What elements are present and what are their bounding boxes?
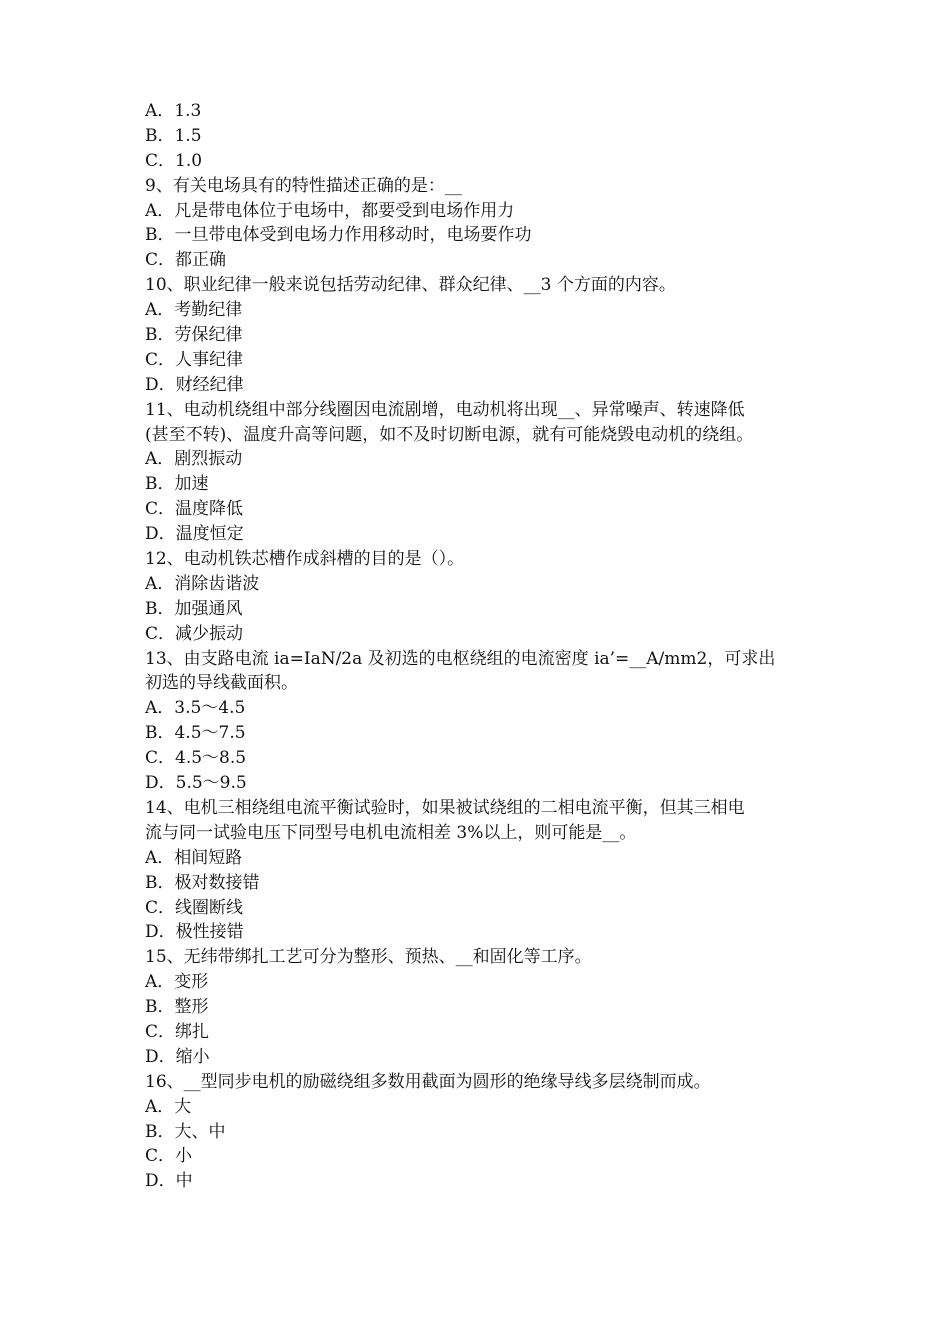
option-line: B．劳保纪律	[145, 325, 243, 346]
question-text	[145, 273, 825, 298]
answer-option	[145, 124, 825, 149]
answer-option	[145, 248, 825, 273]
answer-option	[145, 348, 825, 373]
option-line: B．加强通风	[145, 598, 243, 619]
option-line: A．凡是带电体位于电场中，都要受到电场作用力	[145, 200, 515, 221]
answer-option	[145, 746, 825, 771]
answer-option	[145, 597, 825, 622]
option-line: D．温度恒定	[145, 524, 244, 545]
option-line: C．温度降低	[145, 499, 244, 520]
question-text	[145, 1070, 825, 1095]
answer-option	[145, 622, 825, 647]
answer-option	[145, 199, 825, 224]
option-line: C．都正确	[145, 250, 227, 271]
option-line: B．4.5～7.5	[145, 723, 246, 744]
question-line: 13、由支路电流 ia=IaN/2a 及初选的电枢绕组的电流密度 ia’=__A/mm2，可求出	[145, 648, 776, 669]
question-text	[145, 647, 825, 697]
answer-option	[145, 995, 825, 1020]
option-line: D．极性接错	[145, 922, 244, 943]
question-line: 11、电动机绕组中部分线圈因电流剧增，电动机将出现__、异常噪声、转速降低	[145, 399, 745, 420]
option-line: C．减少振动	[145, 623, 244, 644]
option-line: C．4.5～8.5	[145, 748, 247, 769]
option-line: B．大、中	[145, 1121, 226, 1142]
answer-option	[145, 99, 825, 124]
answer-option	[145, 572, 825, 597]
answer-option	[145, 1144, 825, 1169]
answer-option	[145, 1169, 825, 1194]
answer-option	[145, 1095, 825, 1120]
answer-option	[145, 323, 825, 348]
option-line: C．绑扎	[145, 1021, 210, 1042]
document-page	[145, 99, 825, 1194]
option-line: C．1.0	[145, 150, 203, 171]
question-line: 9、有关电场具有的特性描述正确的是：__	[145, 175, 462, 196]
option-line: A．剧烈振动	[145, 449, 243, 470]
answer-option	[145, 696, 825, 721]
option-line: A．考勤纪律	[145, 300, 243, 321]
option-line: B．1.5	[145, 125, 202, 146]
answer-option	[145, 1045, 825, 1070]
answer-option	[145, 1120, 825, 1145]
option-line: C．小	[145, 1146, 193, 1167]
option-line: A．变形	[145, 972, 209, 993]
answer-option	[145, 497, 825, 522]
question-text	[145, 547, 825, 572]
answer-option	[145, 1020, 825, 1045]
option-line: B．加速	[145, 474, 209, 495]
option-line: A．大	[145, 1096, 192, 1117]
answer-option	[145, 871, 825, 896]
answer-option	[145, 920, 825, 945]
option-line: C．线圈断线	[145, 897, 244, 918]
option-line: A．相间短路	[145, 847, 243, 868]
answer-option	[145, 896, 825, 921]
option-line: B．整形	[145, 997, 209, 1018]
question-text	[145, 796, 825, 846]
answer-option	[145, 447, 825, 472]
answer-option	[145, 223, 825, 248]
option-line: D．中	[145, 1171, 193, 1192]
question-line: 14、电机三相绕组电流平衡试验时，如果被试绕组的二相电流平衡，但其三相电	[145, 797, 745, 818]
option-line: D．5.5～9.5	[145, 773, 247, 794]
answer-option	[145, 298, 825, 323]
option-line: C．人事纪律	[145, 349, 244, 370]
answer-option	[145, 373, 825, 398]
option-line: A．1.3	[145, 101, 202, 121]
question-line: (甚至不转)、温度升高等问题，如不及时切断电源，就有可能烧毁电动机的绕组。	[145, 424, 754, 445]
question-text	[145, 945, 825, 970]
answer-option	[145, 846, 825, 871]
option-line: B．极对数接错	[145, 872, 260, 893]
answer-option	[145, 721, 825, 746]
answer-option	[145, 472, 825, 497]
question-text	[145, 174, 825, 199]
option-line: A．3.5～4.5	[145, 698, 246, 719]
question-line: 12、电动机铁芯槽作成斜槽的目的是（）。	[145, 549, 465, 570]
option-line: D．财经纪律	[145, 374, 244, 395]
question-line: 16、__型同步电机的励磁绕组多数用截面为圆形的绝缘导线多层绕制而成。	[145, 1071, 711, 1092]
answer-option	[145, 970, 825, 995]
answer-option	[145, 149, 825, 174]
question-text	[145, 398, 825, 448]
option-line: D．缩小	[145, 1046, 210, 1067]
answer-option	[145, 771, 825, 796]
answer-option	[145, 522, 825, 547]
option-line: A．消除齿谐波	[145, 573, 260, 594]
question-line: 15、无纬带绑扎工艺可分为整形、预热、__和固化等工序。	[145, 947, 592, 968]
option-line: B．一旦带电体受到电场力作用移动时，电场要作功	[145, 225, 532, 246]
question-line: 初选的导线截面积。	[145, 673, 298, 694]
question-line: 流与同一试验电压下同型号电机电流相差 3%以上，则可能是__。	[145, 822, 637, 843]
question-line: 10、职业纪律一般来说包括劳动纪律、群众纪律、__3 个方面的内容。	[145, 275, 676, 296]
